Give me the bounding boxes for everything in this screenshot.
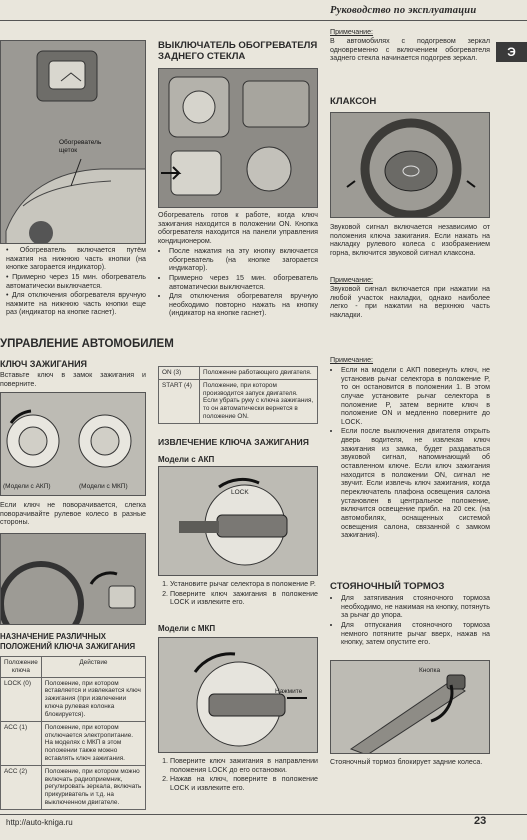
ignition-lock-figure — [0, 392, 146, 496]
parking-bullet: • Для отпускания стояночного тормоза немного потяните рычаг вверх, нажав на кнопку, затем опустите его. — [341, 621, 490, 647]
ignition-title: КЛЮЧ ЗАЖИГАНИЯ — [0, 359, 88, 369]
akp-step: 2. Поверните ключ зажигания в положение LOCK и извлеките его. — [170, 590, 318, 607]
ignition-text: Вставьте ключ в замок зажигания и поверните. — [0, 371, 146, 388]
parking-caption: Стояночный тормоз блокирует задние колеса. — [330, 758, 483, 766]
col1-bullets — [0, 246, 146, 318]
horn-photo — [330, 112, 490, 218]
note3-bullet: • Если на модели с АКП повернуть ключ, не установив рычаг селектора в положение P, то он остановится в положении 1. В этом случае установите рычаг селектора в положение P, затем верните ключ в положение ON и медленно поверните до LOCK. — [341, 366, 490, 426]
mkp-step: 2. Нажав на ключ, поверните в положение LOCK и извлеките его. — [170, 775, 318, 792]
steering-drawing — [1, 534, 146, 625]
akp-title: Модели с АКП — [158, 455, 215, 464]
table-row: ACC (1) Положение, при котором отключается электропитание. На моделях с МКП в этом положении также можно вставлять ключ зажигания. — [1, 721, 146, 765]
press-label: Нажмите — [275, 688, 303, 695]
header-rule — [0, 20, 527, 21]
horn-title: КЛАКСОН — [330, 96, 377, 107]
button-label: Кнопка — [419, 667, 441, 674]
wiper-heater-photo — [0, 40, 146, 244]
col1-bullet: • Примерно через 15 мин. обогреватель автоматически выключается. — [6, 272, 146, 290]
note2-text: Звуковой сигнал включается при нажатии на любой участок накладки, однако наиболее легко - при нажатии на верхнюю часть накладки. — [330, 285, 490, 319]
footer-rule — [0, 814, 527, 815]
note3-heading: Примечание: — [330, 356, 374, 364]
on-start-table — [158, 366, 318, 424]
steering-wheel-drawing — [331, 113, 490, 218]
remove-key-title: ИЗВЛЕЧЕНИЕ КЛЮЧА ЗАЖИГАНИЯ — [158, 437, 309, 447]
mkp-key-figure — [158, 637, 318, 753]
chapter-tab: Э — [496, 42, 527, 62]
akp-steps — [158, 580, 318, 608]
parking-brake-figure — [330, 660, 490, 754]
turn-text: Если ключ не поворачивается, слегка поворачивайте рулевое колесо в разные стороны. — [0, 501, 146, 527]
note2-heading: Примечание: — [330, 276, 374, 284]
lock-label: LOCK — [231, 489, 249, 496]
akp-key-figure — [158, 466, 318, 576]
col2-bullets — [158, 247, 318, 319]
parking-bullets — [330, 594, 490, 648]
photo-label: Обогреватель щеток — [59, 139, 102, 154]
dashboard-drawing — [159, 69, 318, 208]
table-header: Действие — [41, 657, 145, 678]
col2-bullet: • Примерно через 15 мин. обогреватель автоматически выключается. — [169, 274, 318, 291]
mkp-step: 1. Поверните ключ зажигания в направлении положения LOCK до его остановки. — [170, 757, 318, 774]
rear-heater-para: Обогреватель готов к работе, когда ключ зажигания находится в положении ON. Кнопка обогревателя находится на панели управления кондиционером. — [158, 211, 318, 245]
col1-bullet: • Для отключения обогревателя вручную нажмите на нижнюю часть кнопки еще раз (индикатор на кнопке гаснет). — [6, 291, 146, 317]
note1-heading: Примечание: — [330, 28, 374, 36]
brake-lever-drawing — [331, 661, 490, 754]
caption-mkp: (Модели с МКП) — [79, 483, 128, 490]
mkp-steps — [158, 757, 318, 794]
col2-bullet: • Для отключения обогревателя вручную необходимо повторно нажать на кнопку (индикатор на кнопке гаснет). — [169, 292, 318, 318]
mkp-title: Модели с МКП — [158, 624, 216, 633]
running-header: Руководство по эксплуатации — [330, 5, 477, 16]
positions-title: НАЗНАЧЕНИЕ РАЗЛИЧНЫХ ПОЛОЖЕНИЙ КЛЮЧА ЗАЖИГАНИЯ — [0, 632, 136, 651]
rear-heater-photo — [158, 68, 318, 208]
table-row: START (4) Положение, при котором производится запуск двигателя. Если убрать руку с ключа зажигания, то он автоматически вернется в положение ON. — [159, 379, 318, 423]
section-title: УПРАВЛЕНИЕ АВТОМОБИЛЕМ — [0, 338, 174, 350]
key-drawing-akp — [159, 467, 318, 576]
rear-heater-title: ВЫКЛЮЧАТЕЛЬ ОБОГРЕВАТЕЛЯ ЗАДНЕГО СТЕКЛА — [158, 40, 318, 63]
col2-bullet: • После нажатия на эту кнопку включается обогреватель (на кнопке загорается индикатор). — [169, 247, 318, 273]
footer-url: http://auto-kniga.ru — [6, 818, 73, 827]
horn-text: Звуковой сигнал включается независимо от положения ключа зажигания. Если нажать на накладку рулевого колеса с изображением горна, включится звуковой сигнал клаксона. — [330, 223, 490, 257]
page-number: 23 — [474, 815, 487, 827]
note3-bullet: • Если после выключения двигателя открыть дверь водителя, не извлекая ключ зажигания из замка, будет раздаваться звуковой сигнал, напоминающий об оставленном ключе. Если ключ зажигания находится в положении ON, сигнал не звучит. Если извлечь ключ зажигания, когда переключатель плафона освещения салона установлен в центральное положение, включится освещение прибл. на 20 сек. (на автомобилях, оснащенных системой освещения салона, связанной с замком зажигания). — [341, 427, 490, 539]
table-header: Положение ключа — [1, 657, 42, 678]
table-row: ACC (2) Положение, при котором можно включать радиоприемник, регулировать зеркала, включать прикуриватель и т.д. на выключенном двигателе. — [1, 765, 146, 809]
note3-bullets — [330, 366, 490, 541]
positions-table — [0, 656, 146, 810]
akp-step: 1. Установите рычаг селектора в положение P. — [170, 580, 318, 589]
steering-wheel-photo — [0, 533, 146, 625]
lock-cylinders-drawing — [1, 393, 146, 496]
parking-bullet: • Для затягивания стояночного тормоза необходимо, не нажимая на кнопку, потянуть за рычаг до упора. — [341, 594, 490, 620]
note1-text: В автомобилях с подогревом зеркал одновременно с включением обогревателя заднего стекла начинается подогрев зеркал. — [330, 37, 490, 63]
parking-brake-title: СТОЯНОЧНЫЙ ТОРМОЗ — [330, 581, 445, 592]
table-row: ON (3) Положение работающего двигателя. — [159, 367, 318, 380]
col1-bullet: • Обогреватель включается путём нажатия на нижнюю часть кнопки (на кнопке загорается индикатор). — [6, 246, 146, 272]
caption-akp: (Модели с АКП) — [3, 483, 51, 490]
table-row: LOCK (0) Положение, при котором вставляется и извлекается ключ зажигания (при извлечении ключа рулевая колонка блокируется). — [1, 677, 146, 721]
